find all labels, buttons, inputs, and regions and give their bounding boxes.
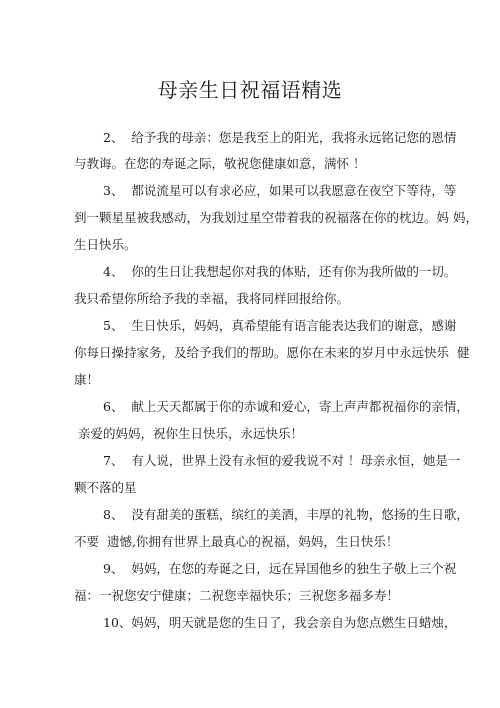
paragraph-2-line-2: 与教诲。在您的寿诞之际，敬祝您健康如意，满怀 ！	[74, 156, 366, 171]
paragraph-2-line-1: 2、 给予我的母亲：您是我至上的阳光，我将永远铭记您的恩情	[103, 130, 457, 145]
paragraph-3-line-2: 到一颗星星被我感动，为我划过星空带着我的祝福落在你的枕边。妈 妈，	[74, 210, 478, 225]
page-title: 母亲生日祝福语精选	[157, 78, 343, 102]
paragraph-9-line-1: 9、 妈妈，在您的寿诞之日，远在异国他乡的独生子敬上三个祝	[103, 561, 457, 576]
paragraph-3-line-3: 生日快乐。	[74, 237, 137, 252]
paragraph-7-line-1: 7、 有人说，世界上没有永恒的爱我说不对 ！母亲永恒，她是一	[103, 453, 461, 468]
paragraph-6-line-2: 亲爱的妈妈，祝你生日快乐，永远快乐！	[74, 426, 303, 441]
paragraph-3-line-1: 3、 都说流星可以有求必应，如果可以我愿意在夜空下等待，等	[103, 183, 457, 198]
paragraph-8-line-2: 不要 遗憾,你拥有世界上最真心的祝福，妈妈，生日快乐！	[74, 534, 399, 549]
paragraph-4-line-2: 我只希望你所给予我的幸福，我将同样回报给你。	[74, 291, 350, 306]
paragraph-4-line-1: 4、 你的生日让我想起你对我的体贴，还有你为我所做的一切。	[103, 264, 457, 279]
paragraph-5-line-2: 你每日操持家务，及给予我们的帮助。愿你在未来的岁月中永远快乐 健	[74, 345, 470, 360]
paragraph-9-line-2: 福：一祝您安宁健康；二祝您幸福快乐；三祝您多福多寿！	[74, 588, 400, 603]
paragraph-5-line-3: 康！	[74, 372, 100, 387]
paragraph-8-line-1: 8、 没有甜美的蛋糕，缤红的美酒，丰厚的礼物，悠扬的生日歌，	[103, 507, 469, 522]
paragraph-6-line-1: 6、 献上天天都属于你的赤诚和爱心，寄上声声都祝福你的亲情，	[103, 399, 469, 414]
paragraph-10-line-1: 10、妈妈，明天就是您的生日了，我会亲自为您点燃生日蜡烛，	[103, 615, 457, 630]
paragraph-7-line-2: 颗不落的星	[74, 480, 137, 495]
paragraph-5-line-1: 5、 生日快乐，妈妈，真希望能有语言能表达我们的谢意，感谢	[103, 318, 457, 333]
